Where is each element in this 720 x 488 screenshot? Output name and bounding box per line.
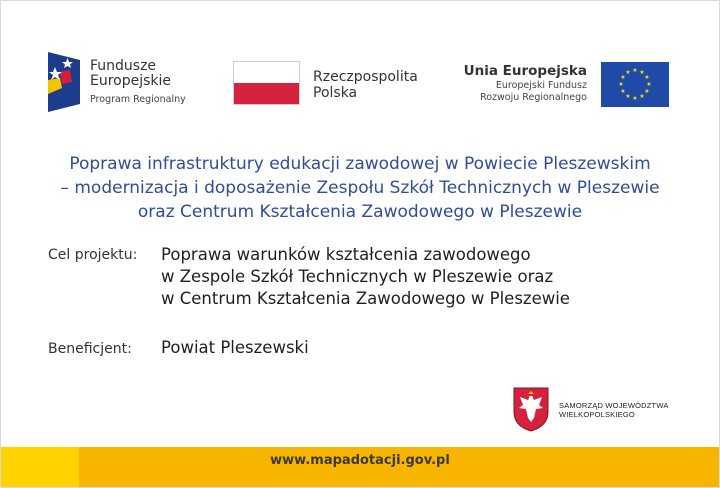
svg-text:★: ★ [625,93,631,100]
footer-bar [1,447,719,487]
poland-logo-line2: Polska [313,85,358,101]
project-title-line1: Poprawa infrastruktury edukacji zawodowej w Powiecie Pleszewskim [69,154,651,174]
poland-logo [233,61,443,107]
project-title [30,152,690,224]
svg-text:★: ★ [618,81,624,88]
project-title-line3: oraz Centrum Kształcenia Zawodowego w Pleszewie [137,202,583,222]
goal-line3: w Centrum Kształcenia Zawodowego w Pleszewie [161,289,570,308]
eu-logo-line3: Rozwoju Regionalnego [480,92,587,103]
svg-text:★: ★ [625,69,631,76]
region-logo [512,386,692,432]
svg-text:★: ★ [632,67,638,74]
svg-text:★: ★ [620,74,626,81]
svg-text:★: ★ [639,93,645,100]
funds-logo-line1: Fundusze [90,58,157,74]
svg-text:★: ★ [644,74,650,81]
svg-text:★: ★ [639,69,645,76]
goal-line2: w Zespole Szkół Technicznych w Pleszewie oraz [161,267,554,286]
svg-text:★: ★ [644,88,650,95]
region-logo-line1: SAMORZĄD WOJEWÓDZTWA [559,401,669,410]
svg-text:★: ★ [646,81,652,88]
eagle-crest-icon [512,386,550,432]
funds-logo-icon [48,52,80,112]
svg-text:★: ★ [632,95,638,102]
funds-logo [48,52,198,112]
eu-logo-line1: Unia Europejska [463,63,587,79]
goal-text [161,244,570,310]
funds-logo-line3: Program Regionalny [90,94,186,105]
poland-logo-line1: Rzeczpospolita [313,69,418,85]
funds-logo-line2: Europejskie [90,73,172,89]
project-title-line2: – modernizacja i doposażenie Zespołu Szkół Technicznych w Pleszewie [60,178,660,198]
beneficiary-label: Beneficjent: [48,341,132,357]
footer-url: www.mapadotacji.gov.pl [270,453,450,468]
beneficiary-value: Powiat Pleszewski [161,338,309,357]
region-logo-line2: WIELKOPOLSKIEGO [559,410,635,419]
svg-text:★: ★ [620,88,626,95]
eu-logo [463,62,671,108]
goal-label: Cel projektu: [48,247,138,263]
poland-flag-icon [233,61,300,105]
goal-line1: Poprawa warunków kształcenia zawodowego [161,245,531,264]
eu-flag-icon [601,62,669,107]
eu-logo-line2: Europejski Fundusz [495,80,587,91]
